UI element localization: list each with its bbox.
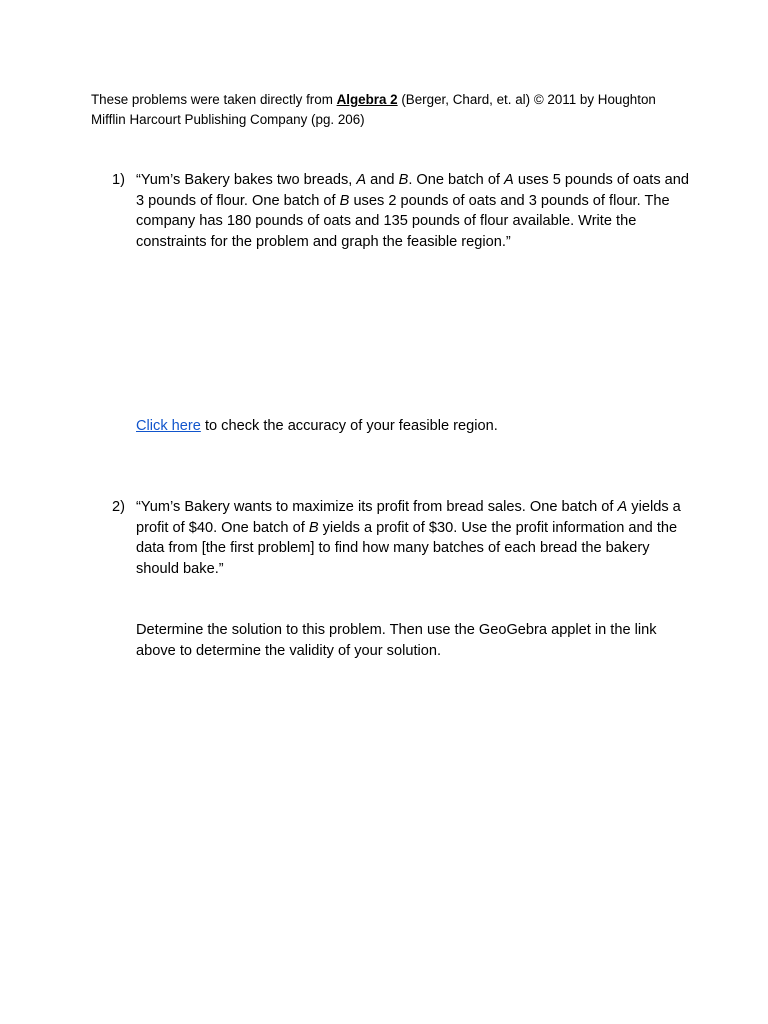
problem-1-number: 1) bbox=[112, 172, 125, 188]
source-suffix: (Berger, Chard, et. al) © 2011 by Houghton Mifflin Harcourt Publishing Company (pg. 206) bbox=[91, 92, 656, 127]
problem-2-number: 2) bbox=[112, 499, 125, 515]
source-citation bbox=[91, 90, 691, 130]
problem-1-text bbox=[136, 170, 692, 253]
check-text: to check the accuracy of your feasible region. bbox=[200, 418, 498, 434]
variable-b: B bbox=[398, 172, 409, 188]
variable-b: B bbox=[308, 519, 319, 536]
variable-a: A bbox=[617, 499, 628, 515]
problem-1-text-part: uses 2 pounds of oats and 3 pounds of flour. The company has 180 pounds of oats and 135 pounds of flour available. Write the constraints for the problem and graph the feasible region.” bbox=[136, 192, 670, 251]
determine-instructions: Determine the solution to this problem. Then use the GeoGebra applet in the link above to determine the validity of your solution. bbox=[136, 622, 657, 659]
problem-1-text-part: and bbox=[366, 172, 399, 188]
variable-a: A bbox=[504, 172, 514, 188]
variable-a: A bbox=[356, 172, 367, 188]
problem-2-text-part: yields a profit of $40. One batch of bbox=[136, 499, 681, 536]
problem-2-text bbox=[136, 497, 692, 580]
problem-1-text-part: uses 5 pounds of oats and 3 pounds of flour. One batch of bbox=[136, 172, 690, 209]
variable-b: B bbox=[339, 192, 350, 209]
problem-1 bbox=[112, 170, 692, 253]
problem-2-text-part: “Yum’s Bakery wants to maximize its profit from bread sales. One batch of bbox=[136, 499, 618, 515]
click-here-link[interactable]: Click here bbox=[136, 418, 201, 434]
book-title: Algebra 2 bbox=[336, 92, 398, 107]
problem-2 bbox=[112, 497, 692, 580]
source-prefix: These problems were taken directly from bbox=[91, 92, 337, 107]
problem-2-text-part: yields a profit of $30. Use the profit information and the data from [the first problem] to find how many batches of each bread the bakery should bake.” bbox=[136, 519, 678, 578]
check-line bbox=[136, 416, 696, 437]
problem-1-text-part: “Yum’s Bakery bakes two breads, bbox=[136, 172, 357, 188]
problem-1-text-part: . One batch of bbox=[408, 172, 505, 188]
